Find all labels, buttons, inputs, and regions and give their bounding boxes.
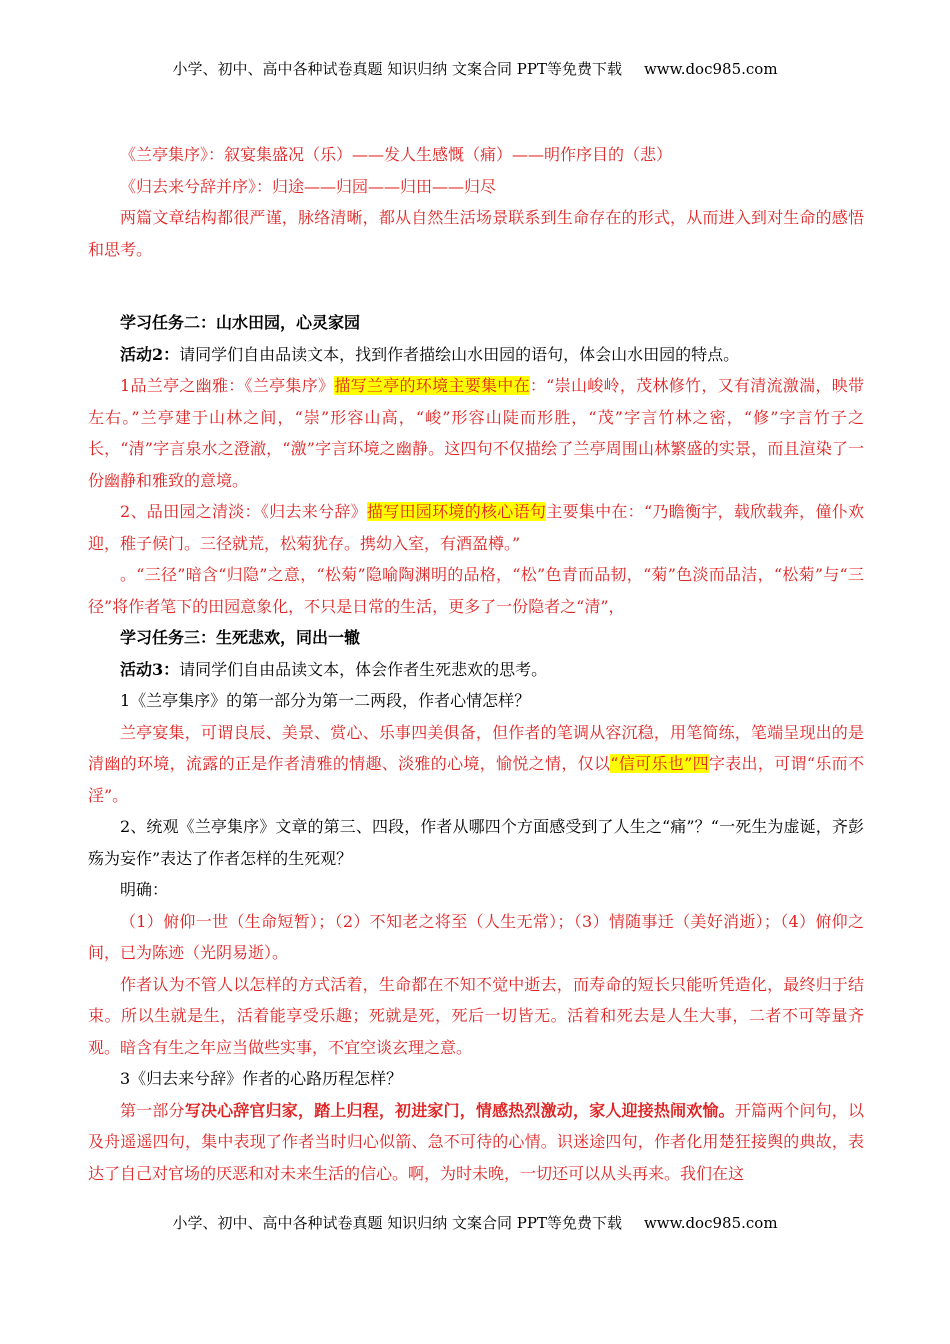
document-body [88,139,864,1189]
answer-2-list: （1）俯仰一世（生命短暂）；（2）不知老之将至（人生无常）；（3）情随事迁（美好消逝）；（4）俯仰之间，已为陈迹（光阴易逝）。 [88,911,864,962]
activity2-text: 请同学们自由品读文本，找到作者描绘山水田园的语句，体会山水田园的特点。 [179,344,740,364]
lanting-paragraph [88,370,864,496]
answer-1-highlight: “信可乐也”四 [610,754,709,773]
structure-guiqulai: 《归去来兮辞并序》：归途——归园——归田——归尽 [120,176,497,196]
task3-title: 学习任务三：生死悲欢，同出一辙 [120,628,361,647]
activity3-label: 活动3： [120,659,180,679]
section-gap [88,265,864,307]
question-1: 1《兰亭集序》的第一部分为第一二两段，作者心情怎样？ [120,691,531,710]
answer-3-body: 开篇两个问句，以及舟遥遥四句，集中表现了作者当时归心似箭、急不可待的心情。识迷途四句，作者化用楚狂接舆的典故，表达了自己对官场的厌恶和对未来生活的信心。啊，为时未晚，一切还可以从头再来。我们在这 [88,1100,864,1183]
lanting-intro: 1品兰亭之幽雅：《兰亭集序》 [120,376,335,395]
lanting-highlight: 描写兰亭的环境主要集中在 [334,376,530,395]
answer-3-bold: 写决心辞官归家，踏上归程，初进家门，情感热烈激动，家人迎接热闹欢愉。 [184,1100,735,1120]
header-site: www.doc985.com [643,60,778,78]
page-header [0,58,950,79]
tianyuan-intro: 2、品田园之清淡：《归去来兮辞》 [120,502,367,521]
question-3: 3《归去来兮辞》作者的心路历程怎样？ [120,1069,403,1088]
structure-summary: 两篇文章结构都很严谨，脉络清晰，都从自然生活场景联系到生命存在的形式，从而进入到对生命的感悟和思考。 [88,208,864,259]
answer-3-intro: 第一部分 [120,1100,185,1120]
lanting-body: ：“崇山峻岭，茂林修竹，又有清流激湍，映带左右。”兰亭建于山林之间，“崇”形容山高，“峻”形容山陡而形胜，“茂”字言竹林之密，“修”字言竹子之长，“清”字言泉水之澄澈，“激”字言环境之幽静。这四句不仅描绘了兰亭周围山林繁盛的实景，而且渲染了一份幽静和雅致的意境。 [88,376,864,490]
footer-text: 小学、初中、高中各种试卷真题 知识归纳 文案合同 PPT等免费下载 [172,1214,622,1232]
answer-2-explain: 作者认为不管人以怎样的方式活着，生命都在不知不觉中逝去，而寿命的短长只能听凭造化，最终归于结束。所以生就是生，活着能享受乐趣；死就是死，死后一切皆无。活着和死去是人生大事，二者不可等量齐观。暗含有生之年应当做些实事，不宜空谈玄理之意。 [88,974,864,1057]
activity3 [88,654,864,686]
sanjing-paragraph: 。“三径”暗含“归隐”之意，“松菊”隐喻陶渊明的品格，“松”色青而品韧，“菊”色淡而品洁，“松菊”与“三径”将作者笔下的田园意象化，不只是日常的生活，更多了一份隐者之“清”， [88,565,864,616]
structure-lanting: 《兰亭集序》：叙宴集盛况（乐）——发人生感慨（痛）——明作序目的（悲） [120,145,673,164]
footer-site: www.doc985.com [643,1214,778,1232]
tianyuan-paragraph [88,496,864,559]
tianyuan-body: 主要集中在：“乃瞻衡宇，载欣载奔，僮仆欢迎，稚子候门。三径就荒，松菊犹存。携幼入室，有酒盈樽。” [88,502,864,553]
activity3-text: 请同学们自由品读文本，体会作者生死悲欢的思考。 [179,659,548,679]
answer-1-end: 字表出，可谓“乐而不淫”。 [88,754,864,805]
mingque-label: 明确： [120,880,169,899]
question-2: 2、统观《兰亭集序》文章的第三、四段，作者从哪四个方面感受到了人生之“痛”？“一死生为虚诞，齐彭殇为妄作”表达了作者怎样的生死观？ [88,817,864,868]
tianyuan-highlight: 描写田园环境的核心语句 [366,502,547,521]
activity2 [88,339,864,371]
task2-title: 学习任务二：山水田园，心灵家园 [120,313,361,332]
header-text: 小学、初中、高中各种试卷真题 知识归纳 文案合同 PPT等免费下载 [172,60,622,78]
answer-1 [88,717,864,812]
page-footer [0,1212,950,1233]
activity2-label: 活动2： [120,344,180,364]
answer-3 [88,1095,864,1190]
answer-1-intro: 兰亭宴集，可谓良辰、美景、赏心、乐事四美俱备，但作者的笔调从容沉稳，用笔简练，笔端呈现出的是清幽的环境，流露的正是作者清雅的情趣、淡雅的心境，愉悦之情，仅以 [88,722,864,773]
